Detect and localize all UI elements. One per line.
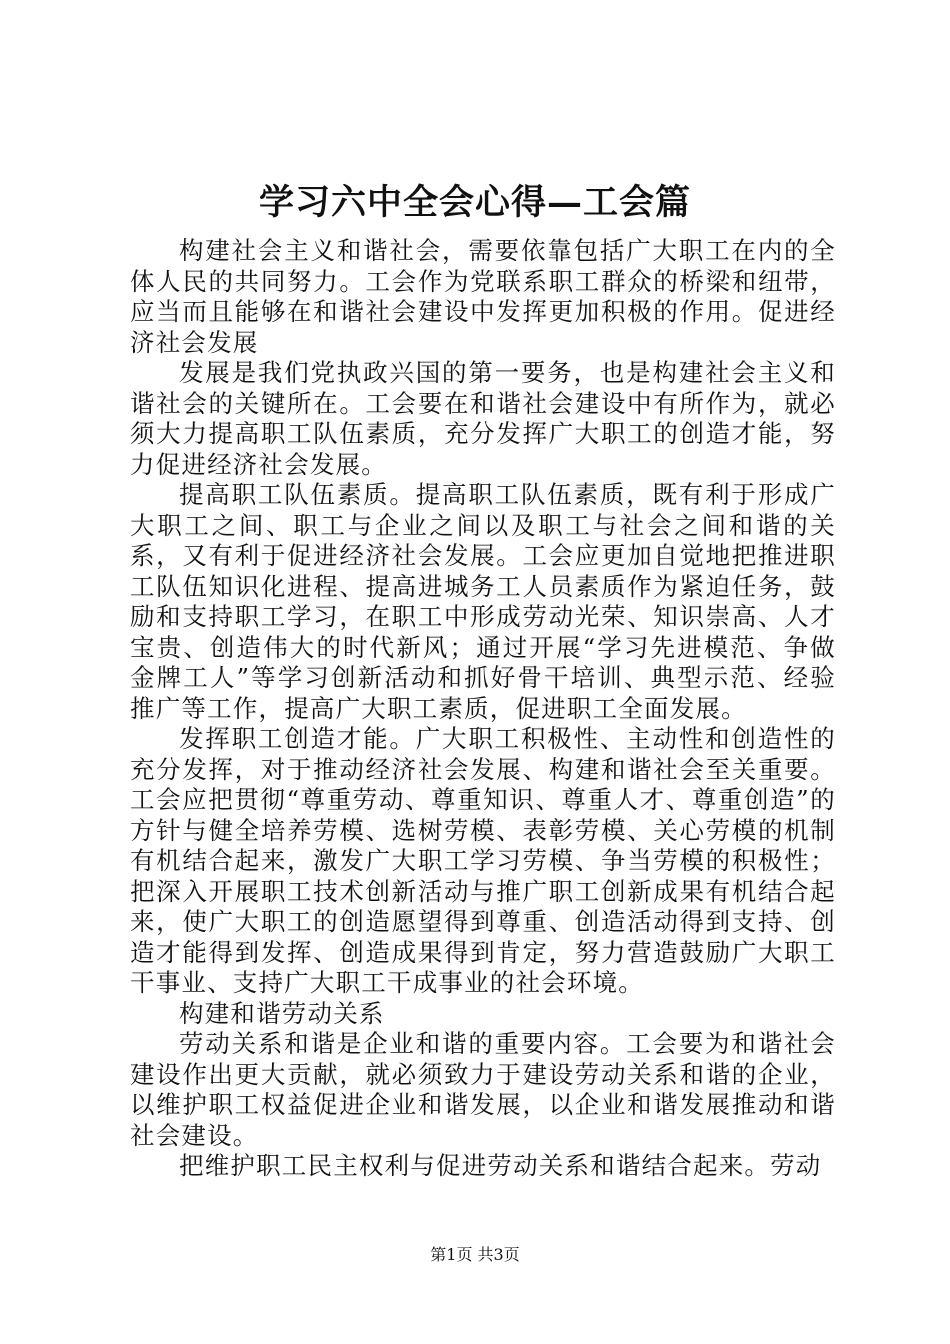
paragraph: 构建社会主义和谐社会，需要依靠包括广大职工在内的全体人民的共同努力。工会作为党联系职工群众的桥梁和纽带，应当而且能够在和谐社会建设中发挥更加积极的作用。促进经济社会发展 [130, 236, 836, 357]
paragraph: 劳动关系和谐是企业和谐的重要内容。工会要为和谐社会建设作出更大贡献，就必须致力于建设劳动关系和谐的企业，以维护职工权益促进企业和谐发展，以企业和谐发展推动和谐社会建设。 [130, 1029, 836, 1150]
page-number-footer: 第1页 共3页 [430, 1245, 520, 1264]
paragraph: 发展是我们党执政兴国的第一要务，也是构建社会主义和谐社会的关键所在。工会要在和谐社会建设中有所作为，就必须大力提高职工队伍素质，充分发挥广大职工的创造才能，努力促进经济社会发展。 [130, 358, 836, 479]
paragraph: 发挥职工创造才能。广大职工积极性、主动性和创造性的充分发挥，对于推动经济社会发展、构建和谐社会至关重要。工会应把贯彻“尊重劳动、尊重知识、尊重人才、尊重创造”的方针与健全培养劳模、选树劳模、表彰劳模、关心劳模的机制有机结合起来，激发广大职工学习劳模、争当劳模的积极性；把深入开展职工技术创新活动与推广职工创新成果有机结合起来，使广大职工的创造愿望得到尊重、创造活动得到支持、创造才能得到发挥、创造成果得到肯定，努力营造鼓励广大职工干事业、支持广大职工干成事业的社会环境。 [130, 724, 836, 997]
paragraph: 把维护职工民主权利与促进劳动关系和谐结合起来。劳动 [179, 1151, 822, 1180]
document-body [130, 236, 836, 1182]
document-title: 学习六中全会心得—工会篇 [258, 182, 691, 223]
section-heading: 构建和谐劳动关系 [179, 998, 385, 1028]
paragraph: 提高职工队伍素质。提高职工队伍素质，既有利于形成广大职工之间、职工与企业之间以及职工与社会之间和谐的关系，又有利于促进经济社会发展。工会应更加自觉地把推进职工队伍知识化进程、提高进城务工人员素质作为紧迫任务，鼓励和支持职工学习，在职工中形成劳动光荣、知识崇高、人才宝贵、创造伟大的时代新风；通过开展“学习先进模范、争做金牌工人”等学习创新活动和抓好骨干培训、典型示范、经验推广等工作，提高广大职工素质，促进职工全面发展。 [130, 480, 836, 723]
